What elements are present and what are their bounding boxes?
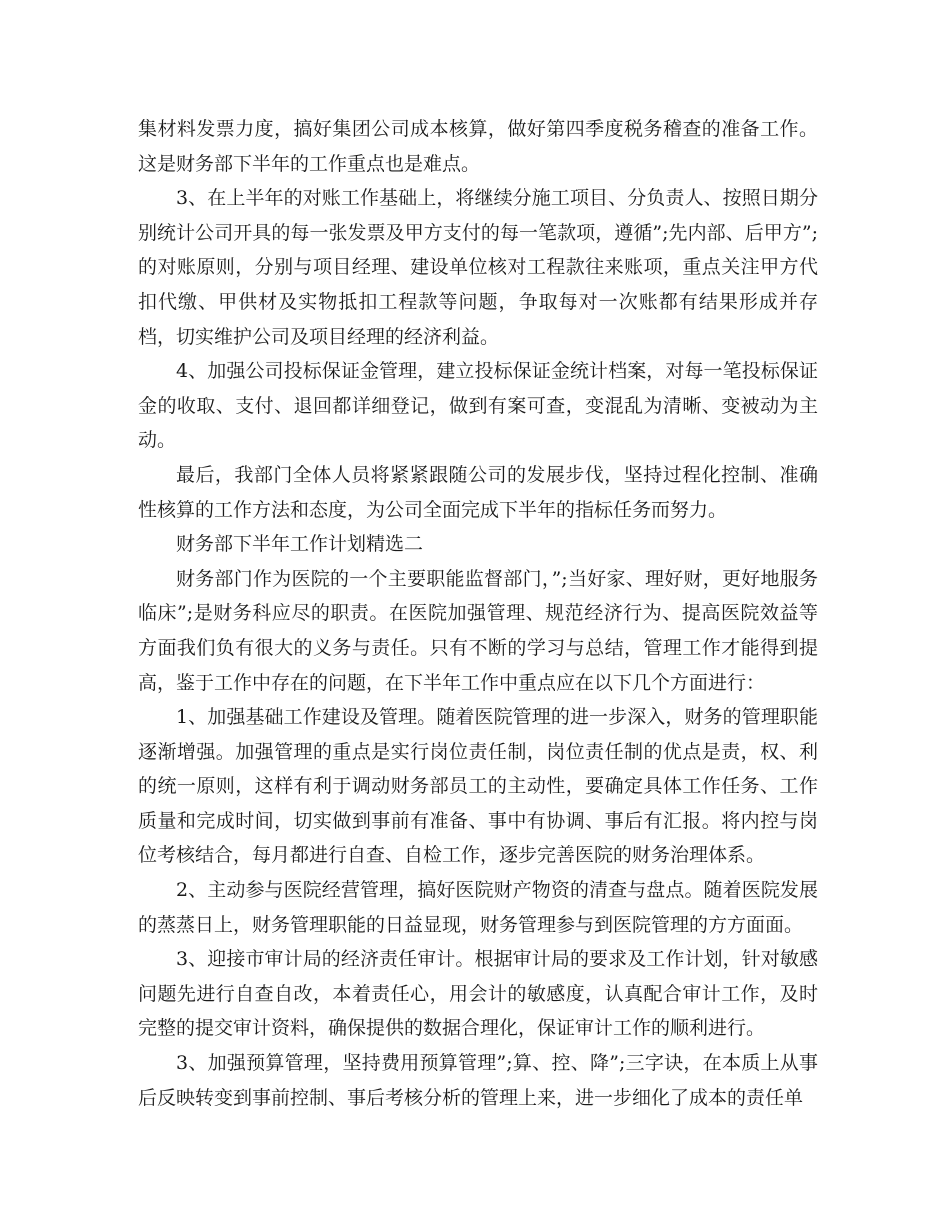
- paragraph-item-2: 2、主动参与医院经营管理，搞好医院财产物资的清查与盘点。随着医院发展的蒸蒸日上，财务管理职能的日益显现，财务管理参与到医院管理的方方面面。: [138, 879, 818, 936]
- paragraph-reconciliation: 3、在上半年的对账工作基础上，将继续分施工项目、分负责人、按照日期分别统计公司开具的每一张发票及甲方支付的每一笔款项，遵循”;先内部、后甲方”; 的对账原则，分别与项目经理、建设单位核对工程款往来账项，重点关注甲方代扣代缴、甲供材及实物抵扣工程款等问题，争取每对一次账都有结果形成并存档，切实维护公司及项目经理的经济利益。: [138, 187, 818, 348]
- paragraph-item-1: 1、加强基础工作建设及管理。随着医院管理的进一步深入，财务的管理职能逐渐增强。加强管理的重点是实行岗位责任制，岗位责任制的优点是责，权、利的统一原则，这样有利于调动财务部员工的主动性，要确定具体工作任务、工作质量和完成时间，切实做到事前有准备、事中有协调、事后有汇报。将内控与岗位考核结合，每月都进行自查、自检工作，逐步完善医院的财务治理体系。: [138, 706, 818, 867]
- paragraph-item-3-budget: 3、加强预算管理，坚持费用预算管理”;算、控、降”;三字诀，在本质上从事后反映转变到事前控制、事后考核分析的管理上来，进一步细化了成本的责任单: [138, 1052, 818, 1109]
- paragraph-bid-deposit: 4、加强公司投标保证金管理，建立投标保证金统计档案，对每一笔投标保证金的收取、支付、退回都详细登记，做到有案可查，变混乱为清晰、变被动为主动。: [138, 360, 818, 452]
- paragraph-continuation: 集材料发票力度，搞好集团公司成本核算，做好第四季度税务稽查的准备工作。这是财务部下半年的工作重点也是难点。: [138, 118, 818, 175]
- paragraph-intro: 财务部门作为医院的一个主要职能监督部门，”;当好家、理好财，更好地服务临床”;是财务科应尽的职责。在医院加强管理、规范经济行为、提高医院效益等方面我们负有很大的义务与责任。只有不断的学习与总结，管理工作才能得到提高，鉴于工作中存在的问题，在下半年工作中重点应在以下几个方面进行：: [138, 567, 818, 694]
- document-body: [138, 112, 818, 1115]
- section-heading: 财务部下半年工作计划精选二: [176, 533, 424, 556]
- paragraph-item-3-audit: 3、迎接市审计局的经济责任审计。根据审计局的要求及工作计划，针对敏感问题先进行自查自改，本着责任心，用会计的敏感度，认真配合审计工作，及时完整的提交审计资料，确保提供的数据合理化，保证审计工作的顺利进行。: [138, 948, 818, 1040]
- paragraph-conclusion: 最后，我部门全体人员将紧紧跟随公司的发展步伐，坚持过程化控制、准确性核算的工作方法和态度，为公司全面完成下半年的指标任务而努力。: [138, 463, 818, 521]
